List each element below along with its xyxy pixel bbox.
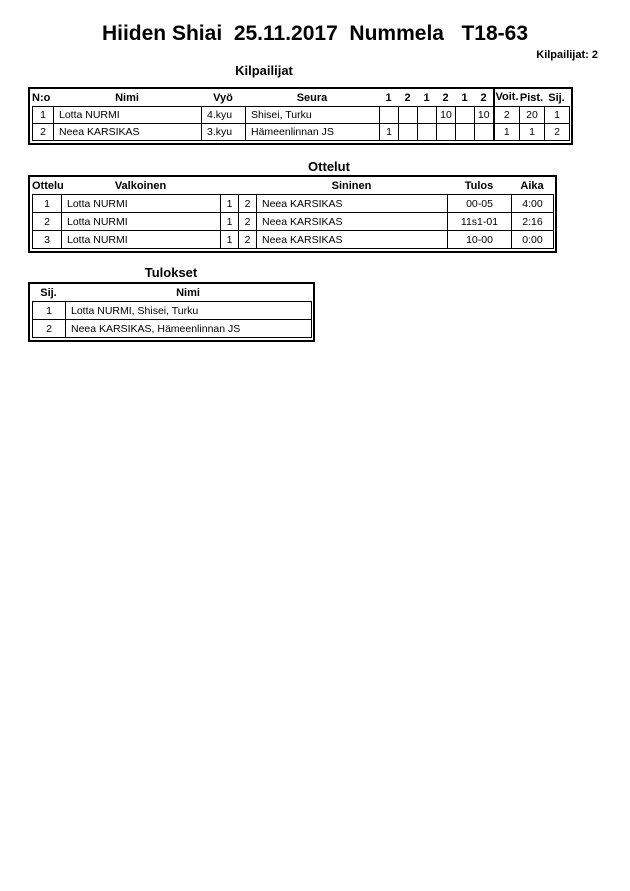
cell-tulos: 10-00	[448, 231, 512, 249]
cell-nimi: Lotta NURMI, Shisei, Turku	[66, 302, 312, 320]
header-round-5: 1	[461, 91, 468, 104]
table-row	[33, 302, 312, 320]
cell-pist: 1	[520, 124, 545, 141]
cell-score	[456, 124, 475, 141]
cell-valkoinen: Lotta NURMI	[62, 213, 221, 231]
cell-valkoinen: Lotta NURMI	[62, 231, 221, 249]
cell-seura: Shisei, Turku	[246, 107, 380, 124]
cell-sij: 1	[33, 302, 66, 320]
tulokset-header-row	[32, 284, 311, 301]
competitor-count-label: Kilpailijat: 2	[536, 49, 598, 61]
cell-vyo: 4.kyu	[202, 107, 246, 124]
kilpailijat-header-row	[32, 89, 569, 106]
cell-sij: 1	[545, 107, 570, 124]
cell-score: 10	[475, 107, 494, 124]
cell-valkoinen: Lotta NURMI	[62, 195, 221, 213]
cell-score	[418, 107, 437, 124]
ottelut-header-row	[32, 177, 553, 194]
cell-seura: Hämeenlinnan JS	[246, 124, 380, 141]
table-row	[33, 107, 570, 124]
table-row	[33, 195, 554, 213]
table-row	[33, 213, 554, 231]
cell-no: 1	[33, 107, 54, 124]
cell-tulos: 00-05	[448, 195, 512, 213]
cell-score	[456, 107, 475, 124]
cell-nimi: Neea KARSIKAS	[54, 124, 202, 141]
header-round-3: 1	[423, 91, 430, 104]
header-tulos: Tulos	[464, 179, 494, 192]
cell-blue-number: 2	[239, 195, 257, 213]
cell-score	[399, 107, 418, 124]
table-row	[33, 231, 554, 249]
cell-score	[380, 107, 399, 124]
header-valkoinen: Valkoinen	[114, 179, 167, 192]
cell-no: 2	[33, 124, 54, 141]
cell-voit: 2	[494, 107, 520, 124]
cell-vyo: 3.kyu	[202, 124, 246, 141]
header-no: N:o	[32, 91, 51, 104]
cell-score	[418, 124, 437, 141]
cell-score	[437, 124, 456, 141]
cell-nimi: Lotta NURMI	[54, 107, 202, 124]
cell-ottelu: 1	[33, 195, 62, 213]
header-seura: Seura	[296, 91, 328, 104]
header-round-2: 2	[404, 91, 411, 104]
cell-white-number: 1	[221, 213, 239, 231]
header-aika: Aika	[520, 179, 544, 192]
cell-white-number: 1	[221, 195, 239, 213]
cell-score: 10	[437, 107, 456, 124]
cell-sininen: Neea KARSIKAS	[257, 231, 448, 249]
cell-score: 1	[380, 124, 399, 141]
kilpailijat-table	[28, 87, 573, 145]
header-sininen: Sininen	[331, 179, 372, 192]
header-sij: Sij.	[40, 286, 57, 299]
header-ottelu: Ottelu	[32, 179, 64, 192]
cell-white-number: 1	[221, 231, 239, 249]
header-vyo: Vyö	[213, 91, 233, 104]
ottelut-table	[28, 175, 557, 253]
header-round-1: 1	[385, 91, 392, 104]
cell-aika: 0:00	[512, 231, 554, 249]
cell-pist: 20	[520, 107, 545, 124]
header-pist: Pist.	[519, 91, 544, 104]
header-round-6: 2	[480, 91, 487, 104]
cell-aika: 4:00	[512, 195, 554, 213]
table-row	[33, 124, 570, 141]
cell-tulos: 11s1-01	[448, 213, 512, 231]
cell-blue-number: 2	[239, 213, 257, 231]
cell-voit: 1	[494, 124, 520, 141]
header-round-4: 2	[442, 91, 449, 104]
cell-sij: 2	[33, 320, 66, 338]
cell-nimi: Neea KARSIKAS, Hämeenlinnan JS	[66, 320, 312, 338]
cell-sij: 2	[545, 124, 570, 141]
ottelut-heading: Ottelut	[308, 159, 350, 174]
cell-aika: 2:16	[512, 213, 554, 231]
kilpailijat-heading: Kilpailijat	[235, 63, 293, 78]
cell-score	[475, 124, 494, 141]
table-row	[33, 320, 312, 338]
cell-sininen: Neea KARSIKAS	[257, 195, 448, 213]
header-voit: Voit.	[493, 89, 519, 106]
cell-blue-number: 2	[239, 231, 257, 249]
cell-score	[399, 124, 418, 141]
tulokset-heading: Tulokset	[144, 265, 198, 280]
tulokset-table	[28, 282, 315, 342]
cell-ottelu: 3	[33, 231, 62, 249]
header-nimi: Nimi	[176, 286, 200, 299]
page-title: Hiiden Shiai 25.11.2017 Nummela T18-63	[101, 22, 529, 45]
cell-ottelu: 2	[33, 213, 62, 231]
header-sij: Sij.	[548, 91, 565, 104]
header-nimi: Nimi	[115, 91, 139, 104]
cell-sininen: Neea KARSIKAS	[257, 213, 448, 231]
